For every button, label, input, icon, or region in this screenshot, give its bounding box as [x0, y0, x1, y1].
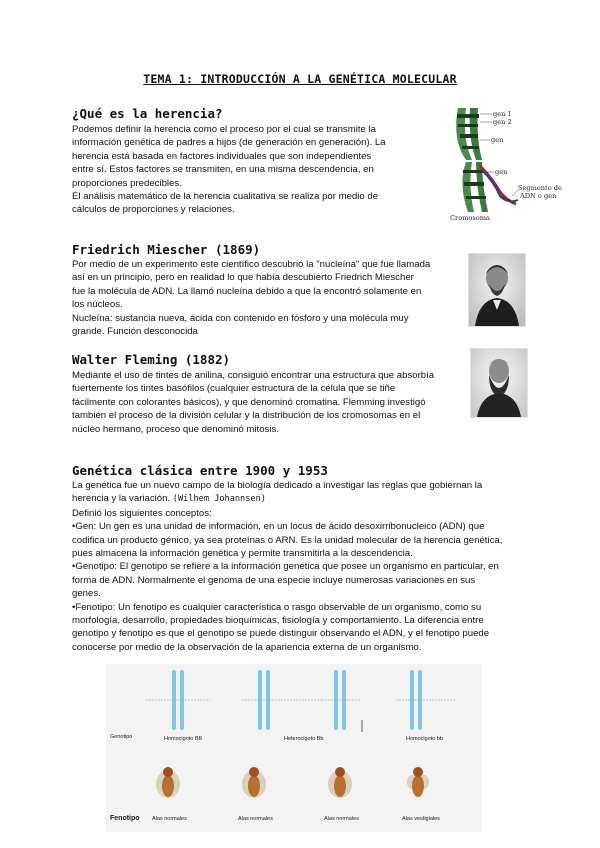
text-line: cálculos de proporciones y relaciones. [72, 204, 235, 216]
text-line: herencia está basada en factores individuales que son independientes [72, 150, 372, 162]
fleming-paragraph [72, 369, 434, 436]
text-line: información genética de padres a hijos (de generación en generación). La [72, 137, 386, 149]
text-line: •Gen: Un gen es una unidad de información, en un locus de ácido desoxirribonucleico (ADN) que [72, 521, 485, 533]
text-span: herencia y la variación. [72, 493, 173, 505]
label-gen: gen [491, 136, 504, 144]
text-line: los núcleos. [72, 299, 123, 311]
label-segmento: Segmento de [518, 184, 562, 192]
genotype-label: Heterocigoto Bb [284, 736, 324, 742]
text-line: •Fenotipo: Un fenotipo es cualquier característica o rasgo observable de un organismo, como su [72, 601, 482, 613]
text-line: Mediante el uso de tintes de anilina, consiguió encontrar una estructura que absorbía [72, 370, 435, 381]
text-line: conocerse por medio de la observación de la apariencia externa de un organismo. [72, 641, 422, 653]
text-line: forma de ADN. Normalmente el genoma de una especie incluye numerosas variaciones en sus [72, 574, 476, 586]
text-line: morfología, desarrollo, propiedades bioquímicas, fisiología y comportamiento. La diferencia entre [72, 615, 484, 627]
text-line: grande. Función desconocida [72, 326, 198, 338]
section-heading-fleming: Walter Fleming (1882) [72, 352, 231, 367]
genotype-label: Homocigoto BB [164, 736, 203, 742]
text-line: Por medio de un experimento este científico descubrió la "nucleína" que fue llamada [72, 259, 431, 270]
label-gen2: gen 2 [493, 118, 512, 126]
text-line: La genética fue un nuevo campo de la biología dedicado a investigar las reglas que gobiernan la [72, 480, 483, 491]
section-heading-herencia: ¿Qué es la herencia? [72, 106, 223, 121]
text-line: •Genotipo: El genotipo se refiere a la información genética que posee un organismo en particular, en [72, 561, 499, 573]
section-heading-miescher: Friedrich Miescher (1869) [72, 242, 261, 257]
text-line: así en un principio, pero en realidad lo que había descubierto Friedrich Miescher [72, 272, 414, 284]
genotype-label: Homocigoto bb [406, 736, 443, 742]
text-line: entre sí. Estos factores se transmiten, en una misma descendencia, en [72, 164, 374, 176]
label-gen1: gen 1 [493, 110, 512, 118]
text-line: también el proceso de la división celular y la distribución de los cromosomas en el [72, 410, 421, 422]
genotype-row-label: Genotipo [110, 734, 133, 740]
text-line: pues almacena la información genética y permite transmitirla a la descendencia. [72, 548, 413, 560]
phenotype-label: Alas normales [324, 816, 359, 822]
label-gen: gen [495, 168, 508, 176]
phenotype-label: Alas vestigiales [402, 816, 440, 822]
phenotype-label: Alas normales [152, 816, 187, 822]
text-line: fue la molécula de ADN. La llamó nucleína debido a que la encontró solamente en [72, 285, 422, 297]
text-line: El análisis matemático de la herencia cualitativa se realiza por medio de [72, 191, 379, 203]
page-title: TEMA 1: INTRODUCCIÓN A LA GENÉTICA MOLECULAR [143, 72, 457, 86]
text-line: fuertemente los tintes basófilos (cualquier estructura de la célula que se tiñe [72, 383, 396, 395]
text-line [72, 492, 502, 506]
text-line: genes. [72, 588, 101, 600]
label-cromosoma: Cromosoma [450, 214, 490, 222]
text-line: genotipo y fenotipo es que el genotipo se puede distinguir observando el ADN, y el fenotipo puede [72, 628, 490, 640]
section-heading-clasica: Genética clásica entre 1900 y 1953 [72, 463, 328, 478]
text-line: Nucleína: sustancia nueva, ácida con contenido en fósforo y una molécula muy [72, 312, 409, 324]
author-citation: (Wilhem Johannsen) [172, 494, 266, 505]
phenotype-label: Alas normales [238, 816, 273, 822]
miescher-portrait [468, 253, 526, 327]
text-line: codifica un producto génico, ya sea proteínas o ARN. Es la unidad molecular de la herencia genética, [72, 534, 503, 546]
fleming-portrait [470, 348, 528, 418]
label-adn-gen: ADN o gen [520, 192, 557, 200]
text-line: fácilmente con colorantes básicos), y que denominó cromatina. Flemming investigó [72, 396, 426, 408]
chromosome-figure [430, 100, 562, 222]
clasica-paragraph [72, 479, 502, 654]
phenotype-row-label: Fenotipo [110, 815, 140, 822]
text-line: Podemos definir la herencia como el proceso por el cual se transmite la [72, 124, 376, 135]
miescher-paragraph [72, 258, 430, 338]
text-line: núcleo hermano, proceso que denominó mitosis. [72, 423, 279, 435]
herencia-paragraph [72, 123, 386, 217]
text-line: Definió los siguientes conceptos: [72, 507, 212, 519]
text-line: proporciones predecibles. [72, 177, 182, 189]
genotype-phenotype-figure [106, 664, 482, 832]
